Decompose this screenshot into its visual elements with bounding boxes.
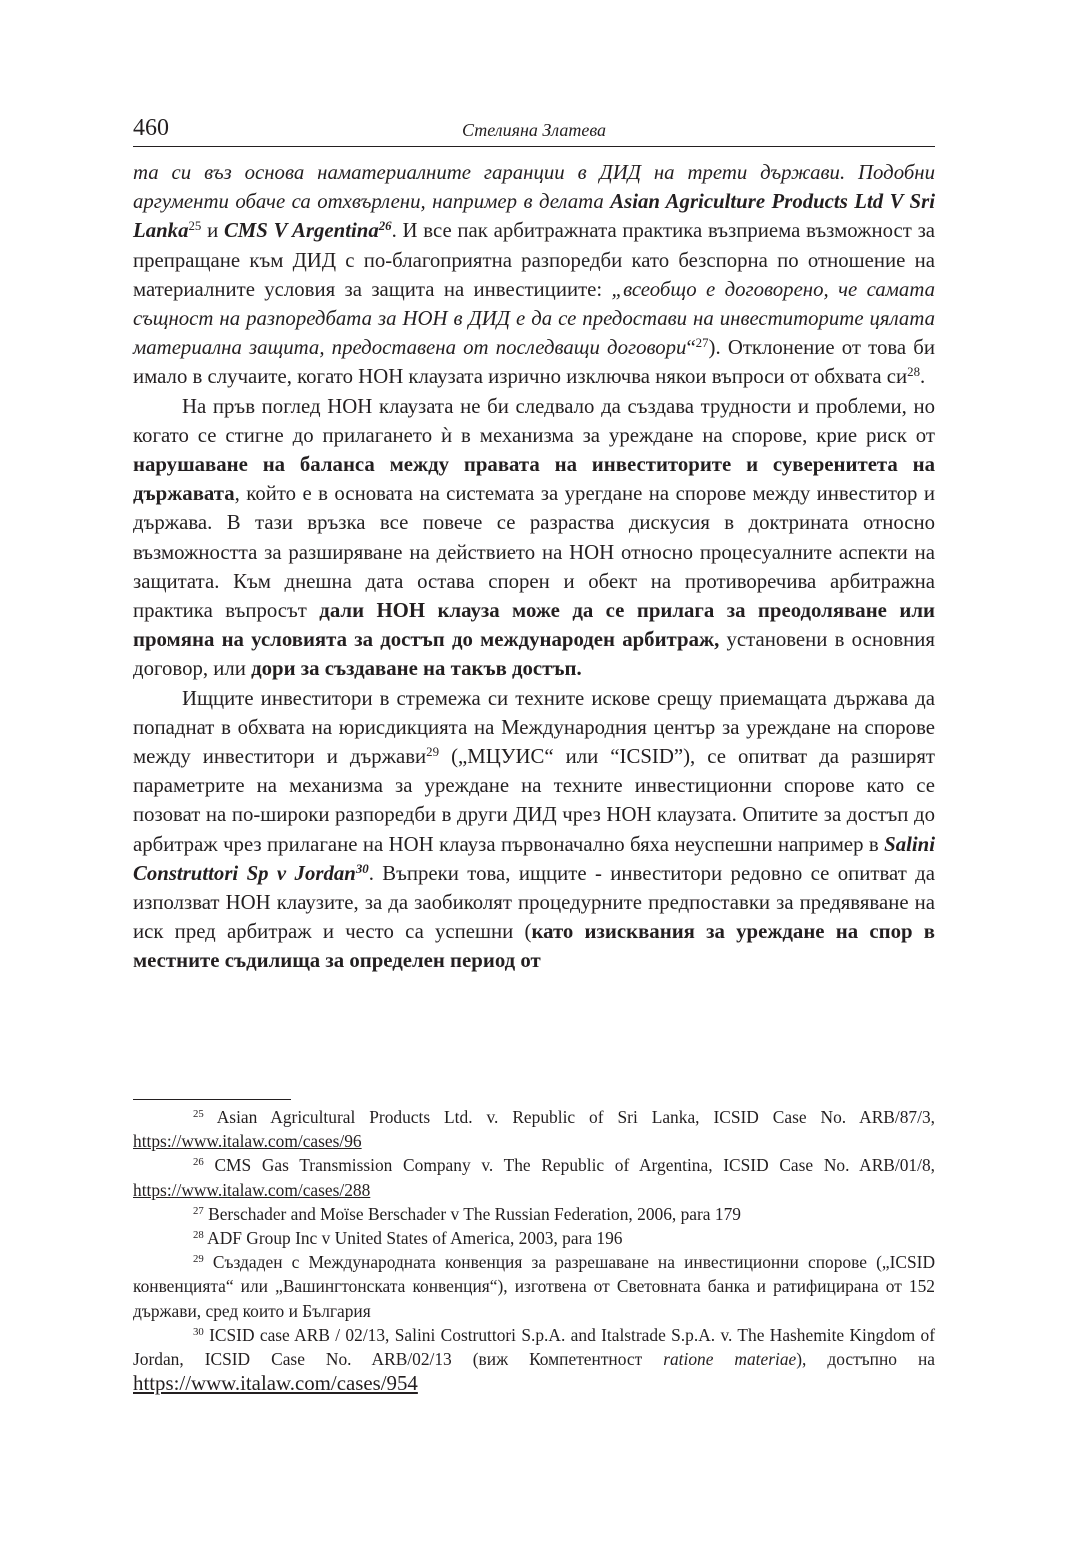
text-run: . [920,365,926,389]
italic-text-run: ratione materiae [663,1349,797,1370]
text-run: . И все пак арбитражната практика възприема възможност за препращане към ДИД с по-благоприятна разпоредби като безспорна по отношение на материалните условия за защита на инвестициите: [133,219,936,301]
bold-text-run: дали НОН клауза може да се прилага за преодоляване или промяна на условията за достъп до международен арбитраж, [133,599,935,652]
footnote-reference: 25 [188,219,202,234]
footnote-reference: 29 [426,744,440,759]
body-paragraph-2 [133,392,935,684]
footnote-30 [133,1323,935,1397]
footnote-reference: 30 [355,861,369,876]
footnote-27 [133,1202,935,1226]
footnote-reference: 25 [193,1108,204,1121]
url-link[interactable]: https://www.italaw.com/cases/96 [133,1131,362,1152]
url-link[interactable]: https://www.italaw.com/cases/954 [133,1371,418,1396]
footnote-reference: 28 [193,1229,204,1242]
text-run: На пръв поглед НОН клаузата не би следвало да създава трудности и проблеми, но когато се стигне до прилагането ѝ в механизма за уреждане на спорове, крие риск от [133,394,935,447]
text-run: установени в основния договор, или [133,628,935,681]
text-run: Създаден с Международната конвенция за разрешаване на инвестиционни спорове („ICSID конвенцията“ или „Вашингтонската конвенция“), изготвена от Световната банка и ратифицирана от 152 държави, сред които и България [133,1252,935,1321]
text-run: . Въпреки това, ищците - инвеститори редовно се опитват да използват НОН клаузите, за да заобиколят процедурните предпоставки за предявяване на иск пред арбитраж и често са успешни ( [133,861,935,944]
footnote-reference: 27 [695,336,709,351]
footnote-reference: 30 [193,1325,204,1338]
page-number: 460 [133,115,169,141]
italic-text-run: „всеобщо е договорено, че самата същност на разпоредбата за НОН в ДИД е да се предостави на инвеститорите цялата материална защита, предоставена от последващи договори [133,277,935,360]
text-run: ). Отклонение от това би имало в случаите, когато НОН клаузата изрично изключва някои въпроси от обхвата си [133,336,935,389]
text-run: („МЦУИС“ или “ICSID”), се опитват да разширят параметрите на механизма за уреждане на техните инвестиционни спорове като се позоват на по-широки разпоредби в други ДИД чрез НОН клаузата. Опитите за достъп до арбитраж чрез прилагане на НОН клауза първоначално бяха неуспешни например в [133,745,935,856]
text-run: Asian Agricultural Products Ltd. v. Republic of Sri Lanka, ICSID Case No. ARB/87/3, [203,1107,935,1127]
bold-italic-text-run: CMS V Argentina [223,219,379,243]
text-run: и [201,219,224,243]
text-run: CMS Gas Transmission Company v. The Republic of Argentina, ICSID Case No. ARB/01/8, [203,1155,935,1176]
footnote-28 [133,1226,935,1250]
url-link[interactable]: https://www.italaw.com/cases/288 [133,1179,371,1200]
main-text [133,158,935,976]
text-run: Berschader and Moïse Berschader v The Russian Federation, 2006, para 179 [203,1203,741,1224]
footnote-25 [133,1105,935,1153]
running-header [133,112,935,147]
text-run: ICSID case ARB / 02/13, Salini Costruttori S.p.A. and Italstrade S.p.A. v. The Hashemite Kingdom of Jordan, ICSID Case No. ARB/02/13 (виж Компетентност [133,1324,935,1370]
footnote-reference: 27 [193,1204,204,1217]
footnote-separator [133,1099,291,1100]
footnote-reference: 26 [193,1156,204,1169]
text-run: , който е в основата на системата за урегдане на спорове между инвеститор и държава. В тази връзка все повече се разраства дискусия в доктрината относно възможността за разширяване на действието на НОН относно процесуалните аспекти на защитата. Към днешна дата остава спорен и обект на противоречива арбитражна практика въпросът [133,482,935,623]
bold-italic-text-run: Asian Agriculture Products Ltd V Sri Lanka [133,190,935,243]
footnote-26 [133,1153,935,1201]
body-paragraph-1 [133,158,935,392]
running-header-author: Стелияна Златева [461,120,607,140]
footnote-reference: 28 [907,365,921,380]
italic-text-run: та си въз основа наматериалните гаранции в ДИД на трети държави. Подобни аргументи обаче са отхвърлени, например в делата [133,161,935,214]
bold-text-run: дори за създаване на такъв достъп. [251,657,582,681]
text-run: Ищците инвеститори в стремежа си техните искове срещу приемащата държава да попаднат в обхвата на юрисдикцията на Международния център за уреждане на спорове между инвеститори и държави [133,686,935,769]
text-run: “ [686,336,696,360]
body-paragraph-3 [133,684,935,976]
bold-italic-text-run: Salini Construttori Sp v Jordan [133,832,935,885]
text-run: ), достъпно на [796,1349,936,1370]
bold-text-run: като изисквания за уреждане на спор в местните съдилища за определен период от [133,920,935,973]
footnotes [133,1105,935,1396]
text-run: ADF Group Inc v United States of America, 2003, para 196 [203,1228,623,1249]
footnote-29 [133,1250,935,1323]
footnote-reference: 26 [378,219,392,234]
bold-text-run: нарушаване на баланса между правата на инвеститорите и суверенитета на държавата [133,453,935,506]
footnote-reference: 29 [193,1253,204,1266]
